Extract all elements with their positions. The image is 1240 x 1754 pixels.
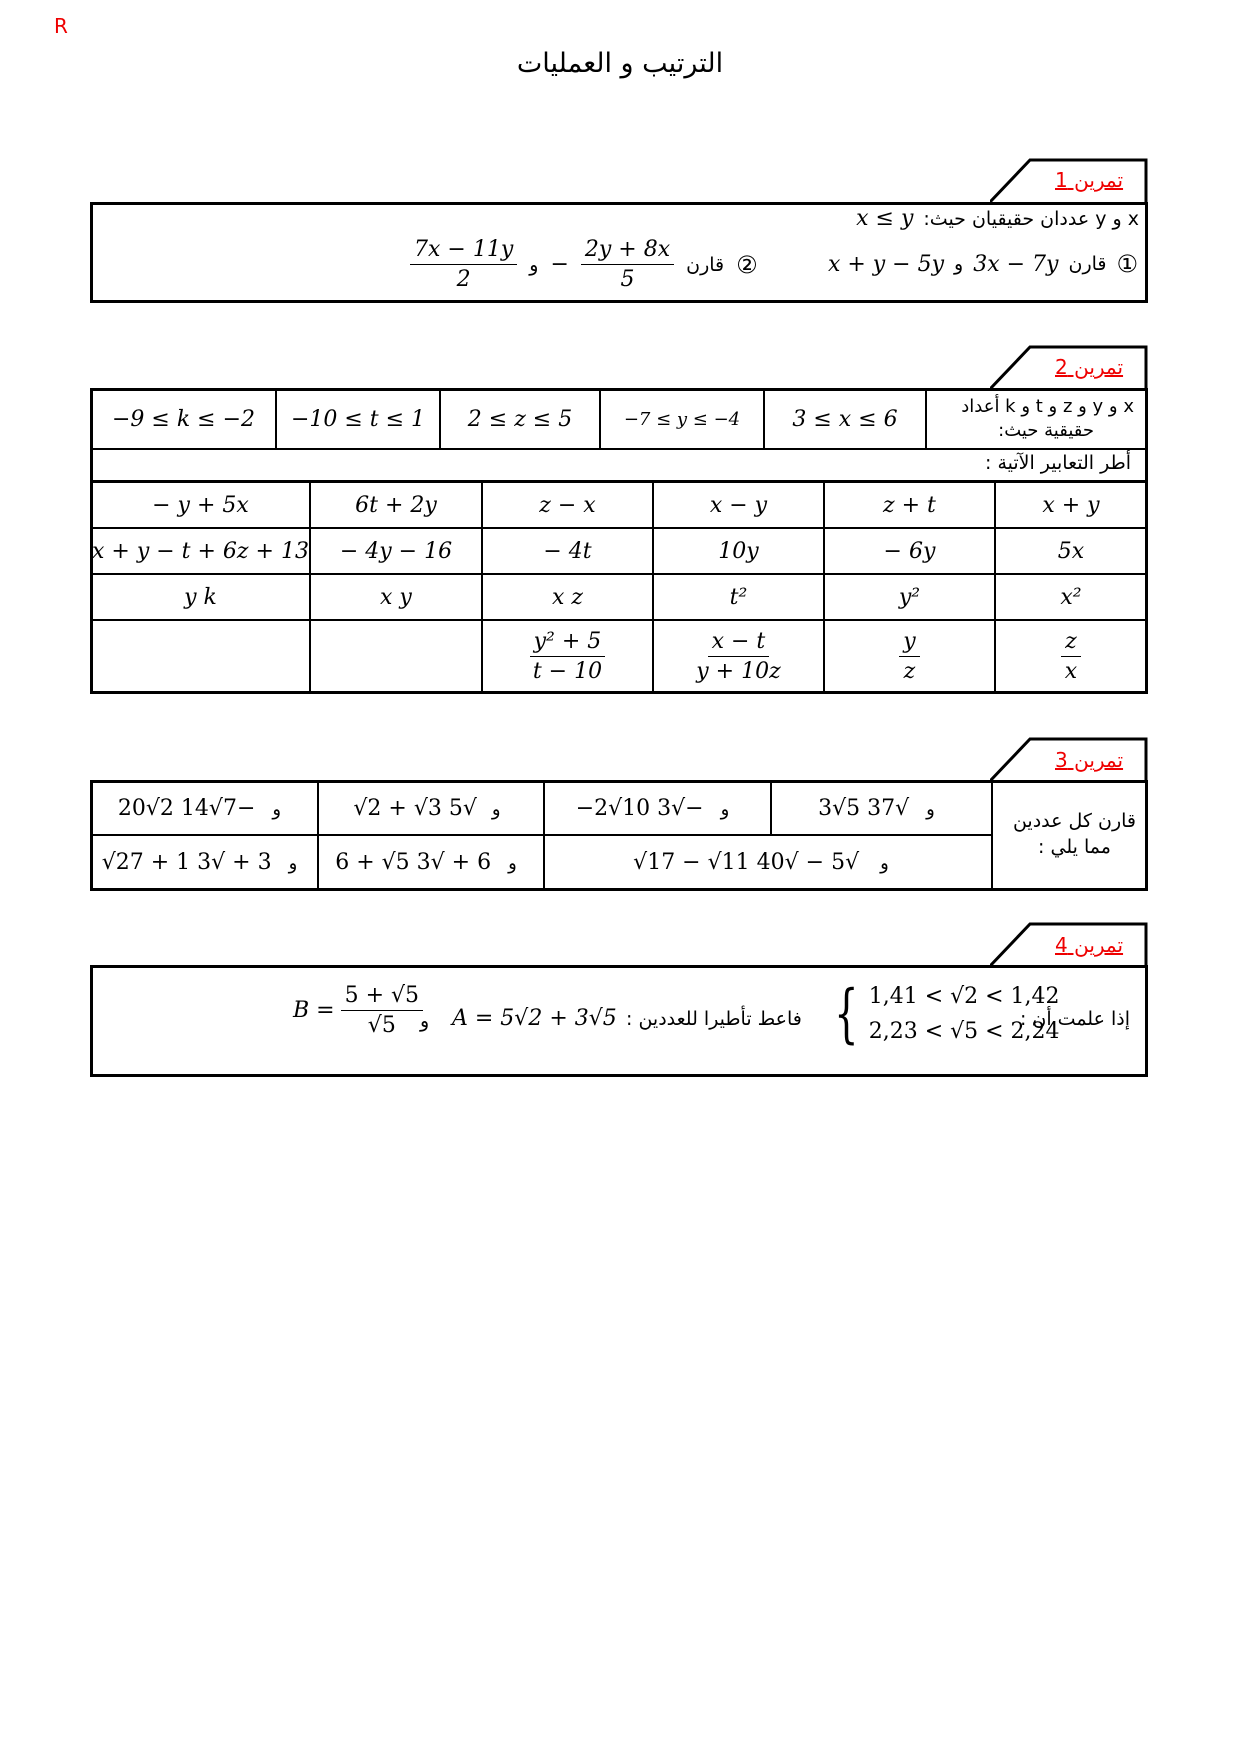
ex3-pair — [318, 781, 544, 835]
expr-cell: y² — [824, 574, 995, 620]
ex2-label: تمرين 2 — [1055, 355, 1124, 379]
expr-cell: − y + 5x — [91, 482, 310, 528]
ex1-q1-expr-a: 3x − 7y — [973, 251, 1059, 277]
expr-cell-fraction — [653, 620, 824, 692]
ex1-q2-fraction-1 — [581, 237, 674, 292]
ex3-and: و — [880, 852, 889, 874]
expr-cell: x + y − t + 6z + 13 — [91, 528, 310, 574]
ex1-q2-minus: − — [550, 252, 569, 277]
expr-cell-empty — [310, 620, 482, 692]
ex3-b: 6 + √5 — [335, 849, 410, 875]
bound-z: 2 ≤ z ≤ 5 — [440, 389, 600, 449]
ex1-q2-text: قارن — [686, 253, 725, 276]
ex3-and: و — [926, 798, 935, 820]
ex4-B-den: √5 — [367, 1013, 396, 1038]
ex3-a: √5 − √40 — [756, 849, 860, 875]
ex3-pair — [318, 835, 544, 889]
ex3-and: و — [491, 798, 501, 820]
expr-cell: x − y — [653, 482, 824, 528]
ex1-q2-fraction-2 — [410, 237, 517, 292]
ex3-and: و — [720, 798, 730, 820]
ex1-q1-and: و — [954, 253, 964, 275]
ex4-ineq2: 2,23 < √5 < 2,24 — [868, 1019, 1060, 1044]
ex1-q1-number: ① — [1116, 250, 1138, 278]
ex4-label: تمرين 4 — [1055, 933, 1124, 957]
ex1-q2-number: ② — [736, 250, 758, 279]
ex3-b: −2√10 — [575, 795, 651, 821]
ex3-b: 3√5 — [818, 795, 861, 821]
ex4-B — [293, 983, 423, 1038]
ex1-q2-frac1-den: 5 — [620, 267, 635, 292]
frac-num: z — [1061, 629, 1081, 657]
frac-num: y — [899, 629, 919, 657]
ex3-and: و — [272, 798, 282, 820]
page-title: الترتيب و العمليات — [516, 48, 724, 79]
ex3-a: 3 + √3 — [197, 849, 272, 875]
frac-den: y + 10z — [696, 658, 781, 684]
ex1-given-text: x و y عددان حقيقيان حيث: — [923, 207, 1139, 230]
bound-k: −9 ≤ k ≤ −2 — [91, 389, 276, 449]
ex3-pair — [771, 781, 992, 835]
ex1-q1-expr-b: x + y − 5y — [827, 251, 945, 277]
ex3-a: √5 — [448, 795, 477, 821]
ex3-and: و — [288, 852, 298, 874]
ex4-ineq1: 1,41 < √2 < 1,42 — [868, 984, 1060, 1009]
ex2-given-text: x و y و z و t و k أعداد — [961, 396, 1134, 417]
ex3-b: 20√2 — [117, 795, 174, 821]
frac-num: x − t — [708, 629, 770, 657]
bound-x: 3 ≤ x ≤ 6 — [764, 389, 926, 449]
expr-cell: z + t — [824, 482, 995, 528]
ex4-B-num: 5 + √5 — [341, 983, 423, 1011]
expr-cell: y k — [91, 574, 310, 620]
ex3-instruction — [1013, 808, 1136, 860]
ex4-known: إذا علمت أن : — [1019, 1008, 1130, 1030]
ex3-a: √37 — [867, 795, 910, 821]
ex2-given-text-2: حقيقية حيث: — [998, 420, 1094, 441]
ex3-b: √17 − √11 — [633, 849, 750, 875]
expr-cell: x z — [482, 574, 653, 620]
ex4-system — [826, 977, 1060, 1051]
ex1-label: تمرين 1 — [1055, 168, 1124, 192]
ex3-b: √2 + √3 — [353, 795, 442, 821]
ex1-q2-frac1-num: 2y + 8x — [581, 237, 674, 265]
ex3-pair — [91, 781, 318, 835]
frac-den: z — [903, 658, 916, 684]
ex1-q2-frac2-den: 2 — [456, 267, 471, 292]
ex3-table — [90, 780, 993, 890]
ex3-pair — [91, 835, 318, 889]
expr-cell: x y — [310, 574, 482, 620]
expr-cell-fraction — [995, 620, 1147, 692]
ex3-a: −√3 — [657, 795, 704, 821]
ex3-and: و — [508, 852, 517, 874]
ex2-frame-text: أطر التعابير الآتية : — [985, 452, 1131, 474]
brace-icon: { — [834, 977, 859, 1051]
frac-den: t − 10 — [532, 658, 603, 684]
ex1-q1 — [828, 250, 1138, 278]
expr-cell-empty — [91, 620, 310, 692]
ex4-and: و — [420, 1010, 430, 1032]
ex1-q2-and: و — [529, 253, 539, 276]
ex4-B-lhs: B = — [293, 998, 335, 1023]
ex1-q2-frac2-num: 7x − 11y — [410, 237, 517, 265]
ex1-q1-text: قارن — [1068, 253, 1107, 275]
bound-y: −7 ≤ y ≤ −4 — [600, 389, 764, 449]
ex3-instruction-line2: مما يلي : — [1038, 836, 1111, 858]
ex3-pair — [544, 781, 771, 835]
expr-cell: − 4t — [482, 528, 653, 574]
expr-cell-fraction — [482, 620, 653, 692]
ex4-A: A = 5√2 + 3√5 — [452, 1006, 617, 1031]
ex3-a: 6 + √3 — [416, 849, 492, 875]
corner-mark: R — [54, 14, 68, 38]
bound-t: −10 ≤ t ≤ 1 — [276, 389, 440, 449]
expr-cell: 5x — [995, 528, 1147, 574]
ex4-task: فاعط تأطيرا للعددين : — [626, 1008, 802, 1030]
ex1-given-math: x ≤ y — [856, 206, 914, 231]
frac-num: y² + 5 — [530, 629, 606, 657]
ex3-label: تمرين 3 — [1055, 748, 1124, 772]
expr-cell: t² — [653, 574, 824, 620]
expr-cell: x² — [995, 574, 1147, 620]
ex3-pair — [544, 835, 992, 889]
expr-cell: 10y — [653, 528, 824, 574]
expr-cell-fraction — [824, 620, 995, 692]
ex3-b: √27 + 1 — [101, 849, 191, 875]
expr-cell: z − x — [482, 482, 653, 528]
ex2-given — [926, 389, 1148, 449]
expr-cell: x + y — [995, 482, 1147, 528]
expr-cell: − 4y − 16 — [310, 528, 482, 574]
expr-cell: 6t + 2y — [310, 482, 482, 528]
ex1-q2 — [410, 237, 758, 292]
ex3-a: −7√14 — [180, 795, 256, 821]
ex3-instruction-line1: قارن كل عددين — [1012, 810, 1136, 832]
expr-cell: − 6y — [824, 528, 995, 574]
ex2-expressions-table — [90, 481, 1148, 693]
ex1-given — [856, 206, 1139, 231]
ex2-bounds-table — [90, 388, 1148, 450]
frac-den: x — [1064, 658, 1078, 684]
